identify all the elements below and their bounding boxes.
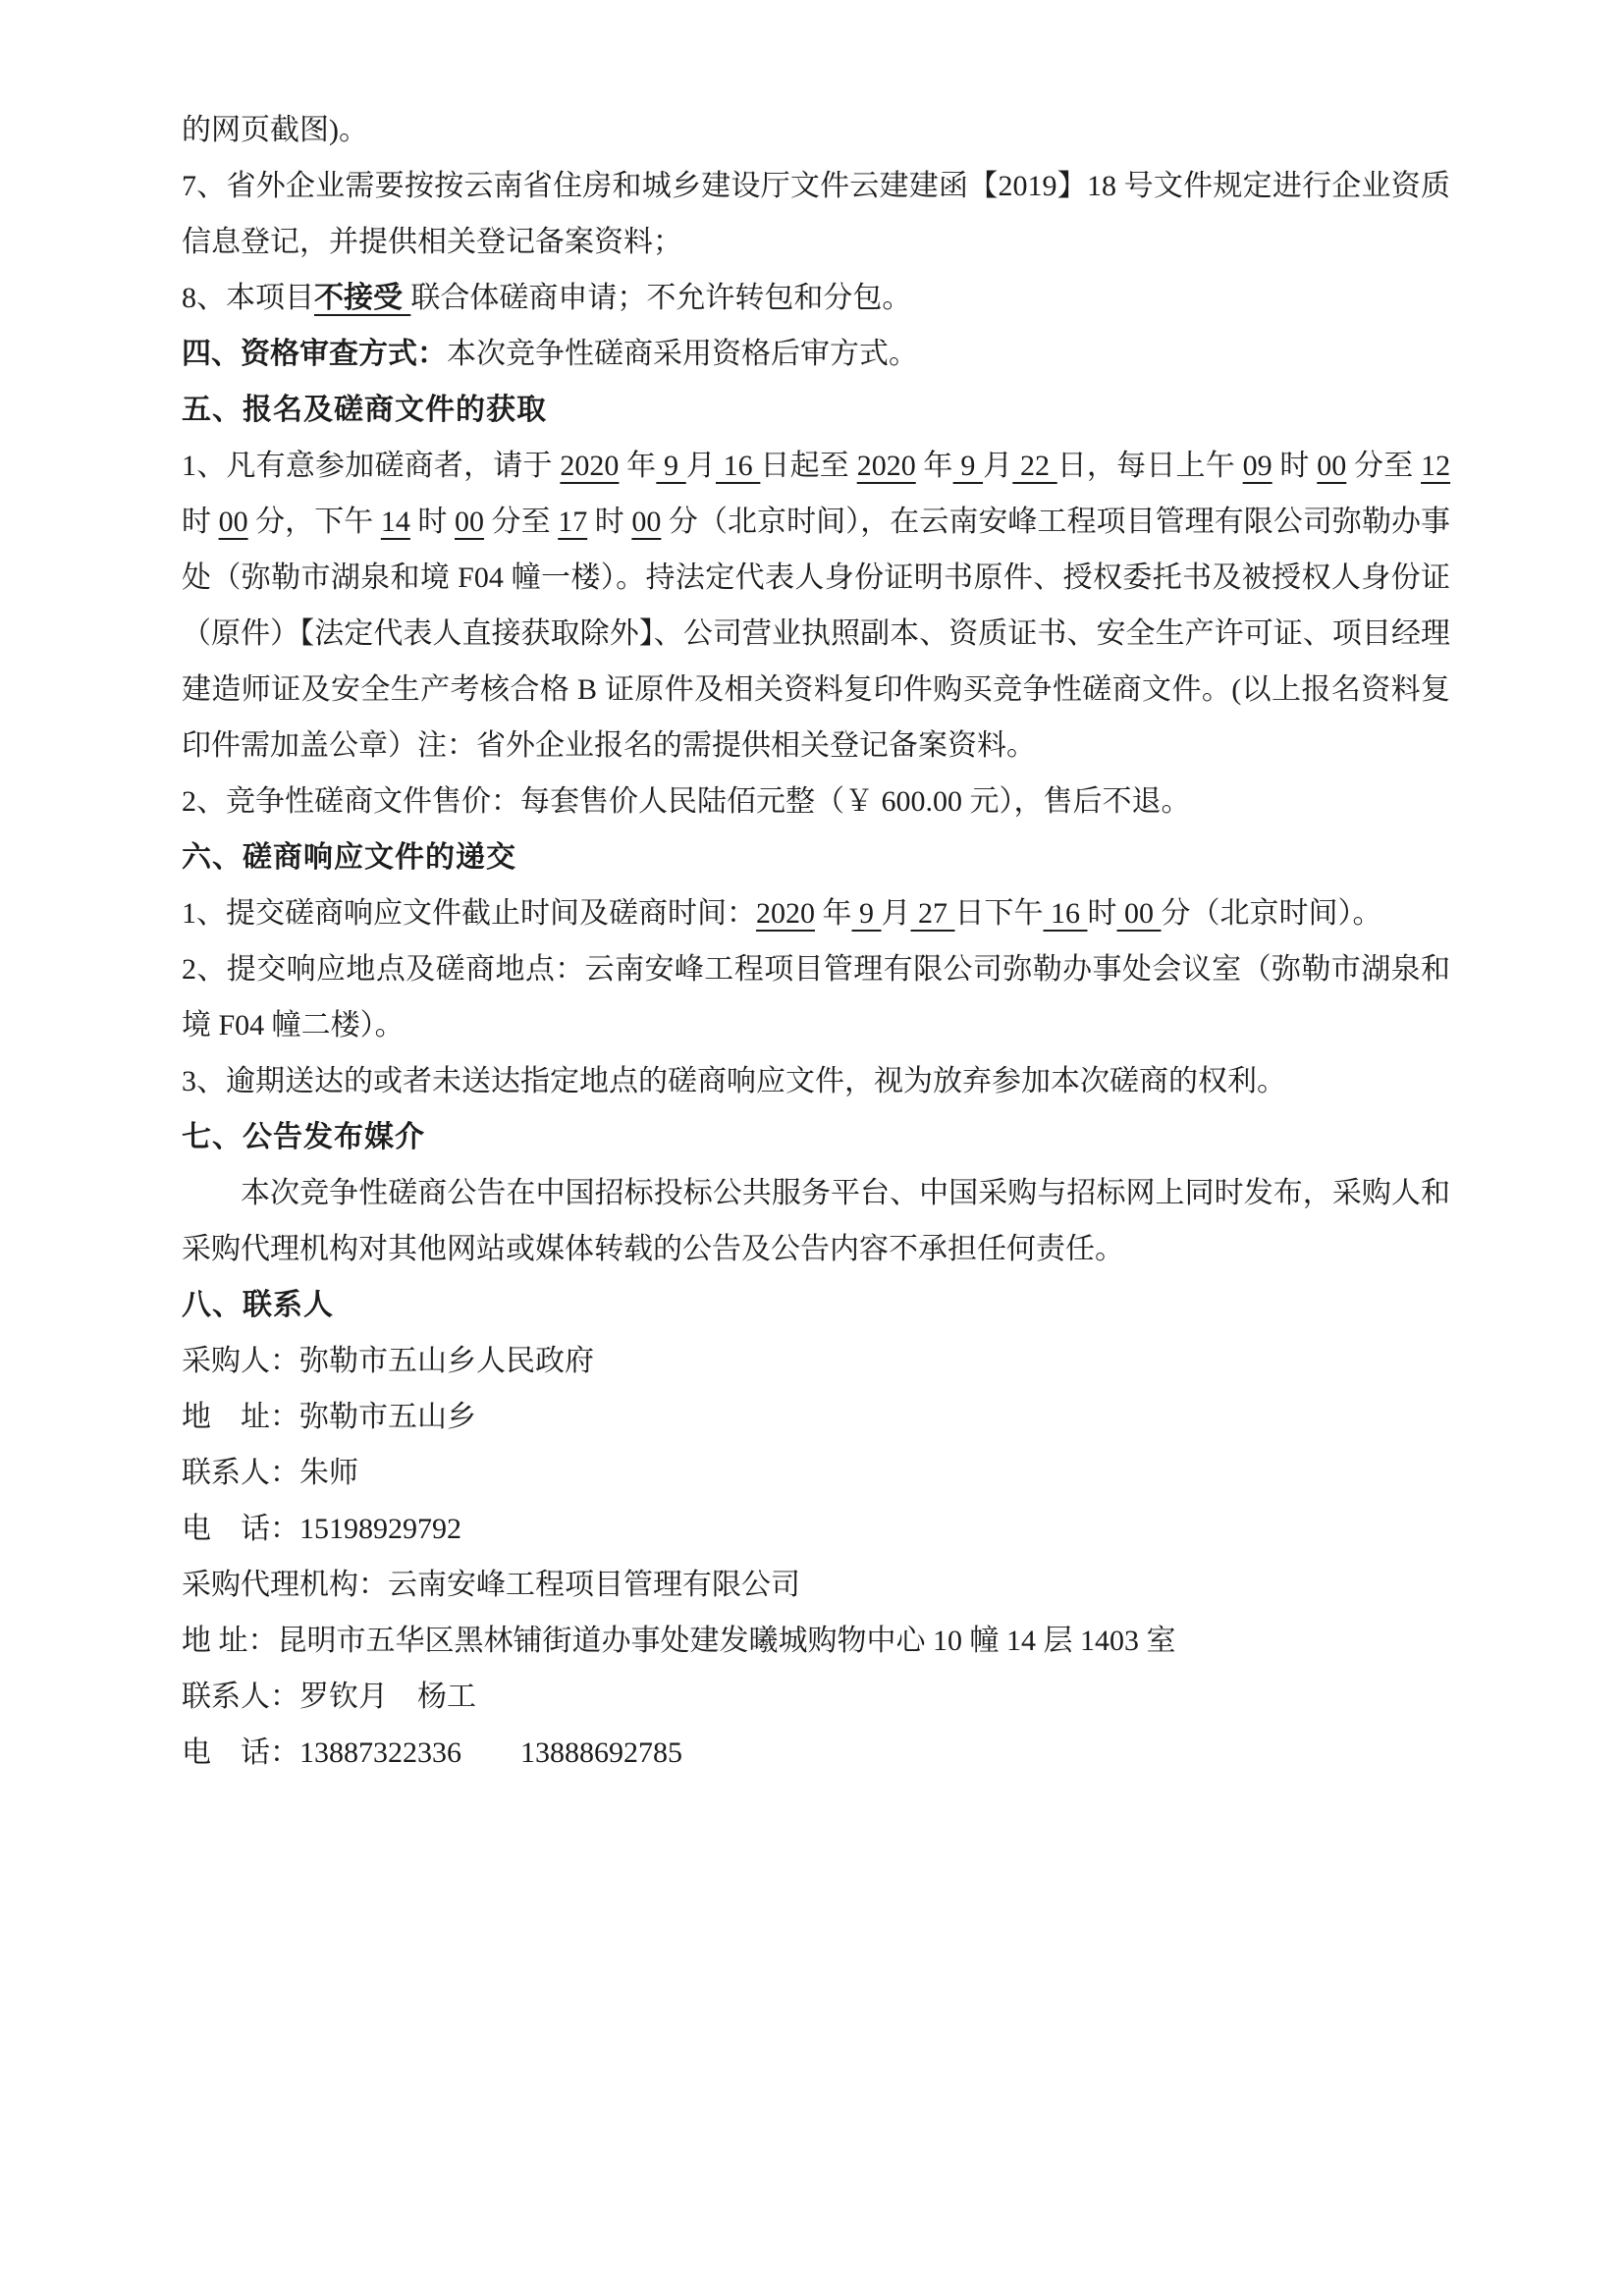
text-run: 地 址：昆明市五华区黑林铺街道办事处建发曦城购物中心 10 幢 14 层 1403 室 xyxy=(182,1625,1176,1657)
text-run: 时 xyxy=(1087,897,1117,930)
text-run: 电 话：13887322336 13888692785 xyxy=(182,1736,682,1769)
text-run: 分，下午 xyxy=(247,506,381,538)
text-run: 日下午 xyxy=(954,897,1044,930)
text-run: 联合体磋商申请；不允许转包和分包。 xyxy=(410,282,912,314)
section-4-qualification-review xyxy=(182,326,1450,382)
purchaser-name xyxy=(182,1333,1450,1389)
text-run: 09 xyxy=(1242,450,1272,482)
purchaser-phone xyxy=(182,1501,1450,1557)
purchaser-address xyxy=(182,1389,1450,1445)
section-6-item-3-late-delivery xyxy=(182,1053,1450,1109)
text-run: 2、竞争性磋商文件售价：每套售价人民陆佰元整（￥ 600.00 元），售后不退。 xyxy=(182,785,1191,818)
text-run: 年 xyxy=(619,450,657,482)
section-7-heading xyxy=(182,1109,1450,1165)
text-run: 时 xyxy=(409,506,456,538)
text-run: 本次竞争性磋商公告在中国招标投标公共服务平台、中国采购与招标网上同时发布，采购人和采购代理机构对其他网站或媒体转载的公告及公告内容不承担任何责任。 xyxy=(182,1177,1450,1265)
text-run: 采购代理机构：云南安峰工程项目管理有限公司 xyxy=(182,1569,800,1601)
item-7-out-of-province-registration xyxy=(182,158,1450,270)
text-run: 四、资格审查方式： xyxy=(182,338,447,370)
text-run: 00 xyxy=(1317,450,1347,482)
text-run: 16 xyxy=(715,450,761,482)
text-run: 3、逾期送达的或者未送达指定地点的磋商响应文件，视为放弃参加本次磋商的权利。 xyxy=(182,1065,1286,1097)
agency-address xyxy=(182,1613,1450,1669)
text-run: 日，每日上午 xyxy=(1056,450,1243,482)
text-run: 联系人：罗钦月 杨工 xyxy=(182,1681,476,1713)
text-run: 的网页截图)。 xyxy=(182,114,368,146)
text-run: 联系人：朱师 xyxy=(182,1457,358,1489)
section-5-item-2-document-price xyxy=(182,774,1450,829)
section-7-announcement-media xyxy=(182,1165,1450,1277)
text-run: 9 xyxy=(952,450,984,482)
text-run: 六、磋商响应文件的递交 xyxy=(182,841,516,874)
text-run: 月 xyxy=(983,450,1013,482)
text-run: 1、凡有意参加磋商者，请于 xyxy=(182,450,561,482)
text-run: 七、公告发布媒介 xyxy=(182,1121,425,1153)
section-6-item-2-location xyxy=(182,941,1450,1053)
text-run: 00 xyxy=(1116,897,1162,930)
text-run: 年 xyxy=(915,450,953,482)
line-webpage-screenshot xyxy=(182,102,1450,158)
text-run: 12 xyxy=(1421,450,1451,482)
text-run: 9 xyxy=(851,897,882,930)
text-run: 17 xyxy=(558,506,588,538)
text-run: 时 xyxy=(182,506,219,538)
text-run: 2020 xyxy=(560,450,620,482)
text-run: 1、提交磋商响应文件截止时间及磋商时间： xyxy=(182,897,756,930)
text-run: 月 xyxy=(881,897,911,930)
text-run: 八、联系人 xyxy=(182,1289,334,1321)
text-run: 日起至 xyxy=(760,450,857,482)
text-run: 地 址：弥勒市五山乡 xyxy=(182,1401,476,1433)
text-run: 00 xyxy=(455,506,485,538)
text-run: 不接受 xyxy=(314,282,411,314)
text-run: 2020 xyxy=(856,450,916,482)
agency-name xyxy=(182,1557,1450,1613)
text-run: 00 xyxy=(218,506,248,538)
section-6-item-1-deadline xyxy=(182,885,1450,941)
item-8-no-consortium xyxy=(182,270,1450,326)
agency-phone xyxy=(182,1725,1450,1781)
text-run: 电 话：15198929792 xyxy=(182,1513,461,1545)
section-8-heading xyxy=(182,1277,1450,1333)
text-run: 00 xyxy=(631,506,662,538)
document-content xyxy=(182,102,1450,1781)
text-run: 分至 xyxy=(484,506,559,538)
text-run: 年 xyxy=(815,897,852,930)
text-run: 五、报名及磋商文件的获取 xyxy=(182,394,547,426)
text-run: 16 xyxy=(1043,897,1088,930)
text-run: 14 xyxy=(380,506,410,538)
purchaser-contact xyxy=(182,1445,1450,1501)
text-run: 时 xyxy=(587,506,632,538)
text-run: 22 xyxy=(1012,450,1057,482)
text-run: 2020 xyxy=(756,897,815,930)
text-run: 分（北京时间），在云南安峰工程项目管理有限公司弥勒办事处（弥勒市湖泉和境 F04 幢一楼）。持法定代表人身份证明书原件、授权委托书及被授权人身份证（原件）【法定代表人直接获取除外】、公司营业执照副本、资质证书、安全生产许可证、项目经理建造师证及安全生产考核合格 B 证原件及相关资料复印件购买竞争性磋商文件。(以上报名资料复印件需加盖公章）注：省外企业报名的需提供相关登记备案资料。 xyxy=(182,506,1451,762)
text-run: 8、本项目 xyxy=(182,282,314,314)
text-run: 分（北京时间）。 xyxy=(1161,897,1382,930)
section-5-heading xyxy=(182,382,1450,438)
agency-contact xyxy=(182,1669,1450,1725)
text-run: 时 xyxy=(1272,450,1318,482)
text-run: 本次竞争性磋商采用资格后审方式。 xyxy=(447,338,918,370)
section-6-heading xyxy=(182,829,1450,885)
text-run: 采购人：弥勒市五山乡人民政府 xyxy=(182,1345,594,1377)
text-run: 27 xyxy=(910,897,955,930)
text-run: 7、省外企业需要按按云南省住房和城乡建设厅文件云建建函【2019】18 号文件规定进行企业资质信息登记，并提供相关登记备案资料； xyxy=(182,170,1450,258)
text-run: 月 xyxy=(685,450,716,482)
text-run: 9 xyxy=(656,450,686,482)
section-5-item-1-registration-period xyxy=(182,438,1450,774)
text-run: 2、提交响应地点及磋商地点：云南安峰工程项目管理有限公司弥勒办事处会议室（弥勒市湖泉和境 F04 幢二楼）。 xyxy=(182,953,1450,1041)
text-run: 分至 xyxy=(1346,450,1422,482)
